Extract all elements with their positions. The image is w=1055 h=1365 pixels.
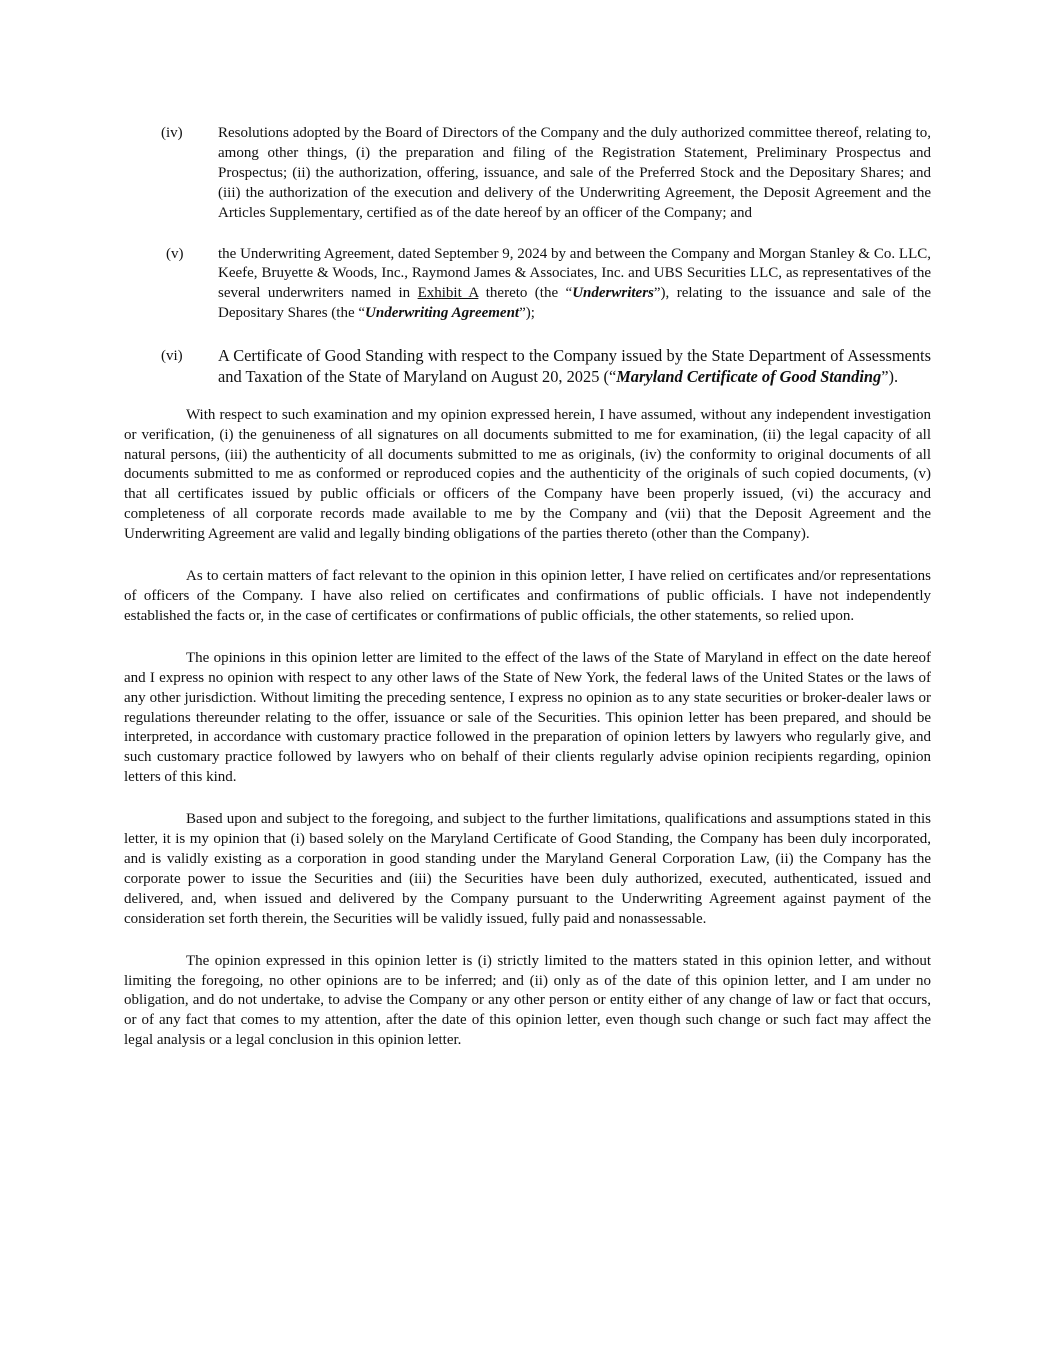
list-item-text: Resolutions adopted by the Board of Directors of the Company and the duly authorized committee thereof, relating to, among other things, (i) the preparation and filing of the Registration Statement, Preliminary Prospectus and Prospectus; (ii) the authorization, offering, issuance, and sale of the Preferred Stock and the Depositary Shares; and (iii) the authorization of the execution and delivery of the Underwriting Agreement, the Deposit Agreement and the Articles Supplementary, certified as of the date hereof by an officer of the Company; and bbox=[218, 125, 931, 221]
list-item-text-part: the Underwriting Agreement, dated September 9, 2024 by and between the Company and Morgan Stanley & Co. LLC, Keefe, Bruyette & Woods, Inc., Raymond James & Associates, Inc. and UBS Securities LLC, as representatives of the several underwriters named in bbox=[218, 245, 931, 302]
list-item-text-part: ”); bbox=[519, 305, 535, 322]
list-number: (v) bbox=[166, 245, 184, 262]
list-item-text-part: thereto (the “ bbox=[478, 285, 573, 302]
defined-term-maryland-certificate: Maryland Certificate of Good Standing bbox=[616, 367, 882, 387]
defined-term-underwriting-agreement: Underwriting Agreement bbox=[365, 305, 520, 322]
paragraph-scope: The opinions in this opinion letter are limited to the effect of the laws of the State of Maryland in effect on the date hereof and I express no opinion with respect to any other laws of the State of New York, the federal laws of the United States or the laws of any other jurisdiction. Without limiting the preceding sentence, I express no opinion as to any state securities or broker-dealer laws or regulations thereunder relating to the offer, issuance or sale of the Securities. This opinion letter has been prepared, and should be interpreted, in accordance with customary practice followed in the preparation of opinion letters by lawyers who regularly give, and such customary practice followed by lawyers who on behalf of their clients regularly advise opinion recipients regarding, opinion letters of this kind. bbox=[124, 649, 931, 786]
list-item-text-part: ”). bbox=[881, 367, 899, 387]
list-number: (vi) bbox=[161, 348, 183, 365]
paragraph-opinion: Based upon and subject to the foregoing, and subject to the further limitations, qualifications and assumptions stated in this letter, it is my opinion that (i) based solely on the Maryland Certificate of Good Standing, the Company has been duly incorporated, and is validly existing as a corporation in good standing under the Maryland General Corporation Law, (ii) the Company has the corporate power to issue the Securities and (iii) the Securities have been duly authorized, executed, authenticated, issued and delivered, and, when issued and delivered by the Company pursuant to the Underwriting Agreement against payment of the consideration set forth therein, the Securities will be validly issued, fully paid and nonassessable. bbox=[124, 811, 931, 927]
list-item-iv bbox=[124, 124, 931, 224]
document-body bbox=[124, 124, 931, 1051]
paragraph-assumptions: With respect to such examination and my opinion expressed herein, I have assumed, without any independent investigation or verification, (i) the genuineness of all signatures on all documents submitted to me for examination, (ii) the legal capacity of all natural persons, (iii) the authenticity of all documents submitted to me as originals, (iv) the conformity to original documents of all documents submitted to me as conformed or reproduced copies and the authenticity of the originals of such copied documents, (v) that all certificates issued by public officials or officers of the Company have been properly issued, (vi) the accuracy and completeness of all corporate records made available to me by the Company and (vii) that the Deposit Agreement and the Underwriting Agreement are valid and legally binding obligations of the parties thereto (other than the Company). bbox=[124, 406, 931, 543]
paragraph-limitations: The opinion expressed in this opinion letter is (i) strictly limited to the matters stated in this opinion letter, and without limiting the foregoing, no other opinions are to be inferred; and (ii) only as of the date of this opinion letter, and I am under no obligation, and do not undertake, to advise the Company or any other person or entity either of any change of law or fact that occurs, or of any fact that comes to my attention, after the date of this opinion letter, even though such change or such fact may affect the legal analysis or a legal conclusion in this opinion letter. bbox=[124, 952, 931, 1049]
defined-term-underwriters: Underwriters bbox=[572, 285, 654, 302]
paragraph-reliance: As to certain matters of fact relevant to the opinion in this opinion letter, I have relied on certificates and/or representations of officers of the Company. I have also relied on certificates and confirmations of public officials. I have not independently established the facts or, in the case of certificates or confirmations of public officials, the other statements, so relied upon. bbox=[124, 568, 931, 624]
exhibit-a-reference: Exhibit A bbox=[417, 285, 479, 302]
list-number: (iv) bbox=[161, 125, 183, 141]
list-item-text-part: ”), relating to the issuance and sale of the Depositary Shares (the “ bbox=[218, 285, 932, 322]
list-item-text-part: A Certificate of Good Standing with respect to the Company issued by the State Department of Assessments and Taxation of the State of Maryland on August 20, 2025 (“ bbox=[218, 346, 931, 387]
list-item-v bbox=[124, 245, 931, 325]
list-item-vi bbox=[124, 345, 931, 388]
